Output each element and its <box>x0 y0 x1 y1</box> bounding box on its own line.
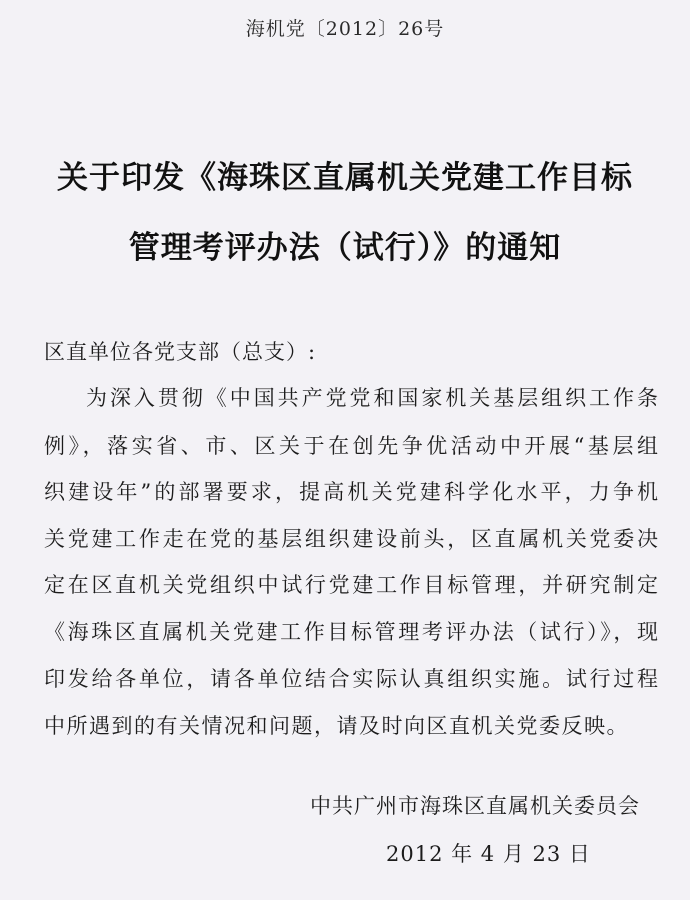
body-line-2: 例》，落实省、市、区关于在创先争优活动中开展“基层组 <box>44 434 658 458</box>
title-line-1: 关于印发《海珠区直属机关党建工作目标 <box>57 160 633 196</box>
body-line-7: 印发给各单位，请各单位结合实际认真组织实施。试行过程 <box>44 667 658 691</box>
body-line-8: 中所遇到的有关情况和问题，请及时向区直机关党委反映。 <box>44 714 629 738</box>
body-line-6: 《海珠区直属机关党建工作目标管理考评办法（试行）》，现 <box>44 620 658 644</box>
signature: 中共广州市海珠区直属机关委员会 <box>310 794 640 818</box>
issue-date: 2012 年 4 月 23 日 <box>386 842 591 866</box>
body-line-5: 定在区直机关党组织中试行党建工作目标管理，并研究制定 <box>44 573 658 597</box>
document-number: 海机党〔2012〕26号 <box>245 18 445 40</box>
title-line-2: 管理考评办法（试行）》的通知 <box>128 230 562 266</box>
body-line-4: 关党建工作走在党的基层组织建设前头，区直属机关党委决 <box>44 527 658 551</box>
salutation: 区直单位各党支部（总支）: <box>44 340 317 364</box>
body-line-1: 为深入贯彻《中国共产党党和国家机关基层组织工作条 <box>86 386 658 410</box>
body-line-3: 织建设年”的部署要求，提高机关党建科学化水平，力争机 <box>44 480 658 504</box>
